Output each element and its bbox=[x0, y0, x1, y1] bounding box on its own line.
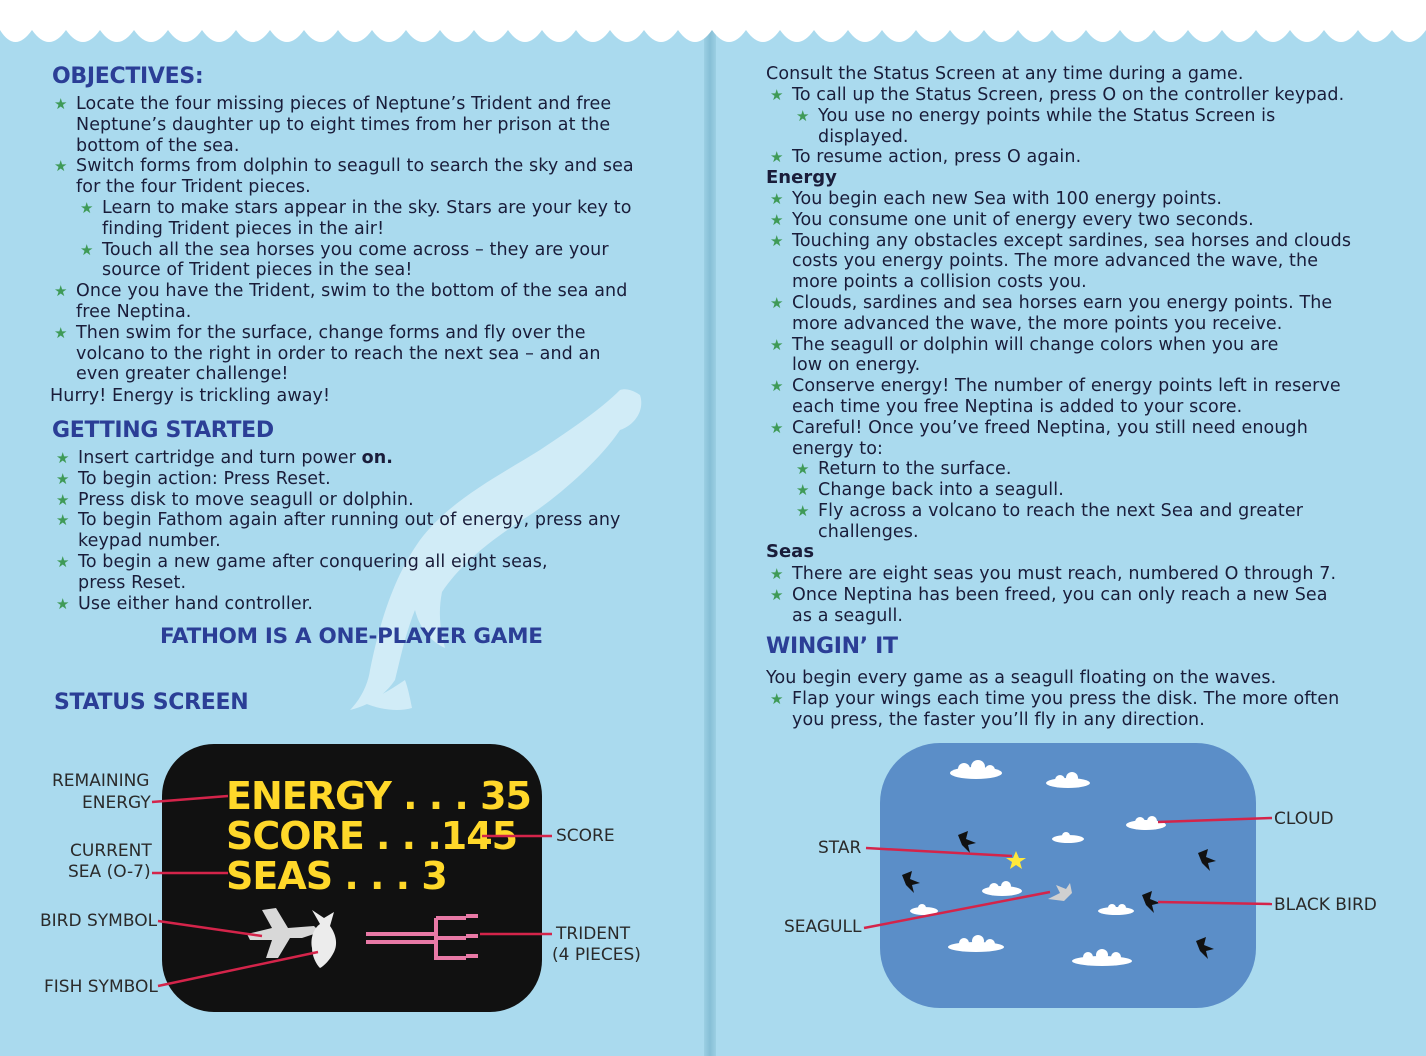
label-fish-symbol: FISH SYMBOL bbox=[44, 977, 158, 997]
star-bullet-icon: ★ bbox=[56, 469, 70, 488]
hurry-text: Hurry! Energy is trickling away! bbox=[50, 386, 331, 406]
list-item-line: You begin each new Sea with 100 energy points. bbox=[792, 189, 1222, 209]
list-item-line: To begin Fathom again after running out of energy, press any bbox=[78, 510, 621, 531]
list-item-line: Careful! Once you’ve freed Neptina, you still need enough bbox=[792, 417, 1308, 438]
status-intro: Consult the Status Screen at any time during a game. bbox=[766, 64, 1244, 84]
star-bullet-icon: ★ bbox=[796, 460, 810, 479]
list-item-line: for the four Trident pieces. bbox=[76, 177, 311, 198]
star-bullet-icon: ★ bbox=[56, 449, 70, 467]
score-row: SCORE . . .145 bbox=[226, 814, 518, 858]
label-remaining: REMAINING bbox=[52, 771, 150, 791]
star-bullet-icon: ★ bbox=[80, 240, 94, 259]
list-item-line: The seagull or dolphin will change colors when you are bbox=[792, 334, 1279, 355]
star-bullet-icon: ★ bbox=[770, 565, 784, 583]
label-sea-range: SEA (O-7) bbox=[68, 862, 151, 882]
list-item-line: Fly across a volcano to reach the next Sea and greater bbox=[818, 500, 1304, 521]
star-bullet-icon: ★ bbox=[770, 293, 784, 312]
status-screen-heading: STATUS SCREEN bbox=[54, 690, 249, 715]
list-item-line: Learn to make stars appear in the sky. Stars are your key to bbox=[102, 197, 632, 218]
star-bullet-icon: ★ bbox=[54, 282, 68, 301]
list-item-line: Once you have the Trident, swim to the bottom of the sea and bbox=[76, 281, 628, 302]
star-bullet-icon: ★ bbox=[770, 210, 784, 229]
star-bullet-icon: ★ bbox=[770, 335, 784, 354]
list-item-line: You consume one unit of energy every two seconds. bbox=[792, 209, 1254, 230]
list-item-line: To resume action, press O again. bbox=[792, 147, 1082, 168]
star-bullet-icon: ★ bbox=[56, 594, 70, 613]
energy-heading: Energy bbox=[766, 167, 837, 188]
list-item-line: each time you free Neptina is added to your score. bbox=[792, 396, 1243, 417]
list-item-line: challenges. bbox=[818, 521, 919, 542]
label-score: SCORE bbox=[556, 826, 615, 846]
list-item-line: costs you energy points. The more advanced the wave, the bbox=[792, 251, 1319, 272]
star-bullet-icon: ★ bbox=[56, 552, 70, 571]
list-item-line: To call up the Status Screen, press O on the controller keypad. bbox=[792, 85, 1345, 105]
list-item-line: source of Trident pieces in the sea! bbox=[102, 260, 413, 281]
list-item-line: Then swim for the surface, change forms and fly over the bbox=[76, 322, 586, 343]
list-item-line: Change back into a seagull. bbox=[818, 480, 1064, 501]
list-item-line: Neptune’s daughter up to eight times from her prison at the bbox=[76, 114, 611, 135]
star-bullet-icon: ★ bbox=[770, 190, 784, 208]
bold-text: on. bbox=[361, 448, 394, 468]
list-item-line: To begin a new game after conquering all eight seas, bbox=[78, 551, 548, 572]
seas-heading: Seas bbox=[766, 541, 815, 562]
list-item-line: bottom of the sea. bbox=[76, 135, 240, 156]
energy-row: ENERGY . . . 35 bbox=[226, 774, 531, 818]
list-item-line: Use either hand controller. bbox=[78, 593, 314, 614]
list-item-line: displayed. bbox=[818, 126, 909, 147]
star-bullet-icon: ★ bbox=[54, 323, 68, 342]
label-energy: ENERGY bbox=[82, 793, 151, 813]
star-bullet-icon: ★ bbox=[796, 501, 810, 520]
sky-pointer-lines bbox=[714, 0, 1426, 1056]
seas-row: SEAS . . . 3 bbox=[226, 854, 447, 898]
list-item-line: Locate the four missing pieces of Neptune’s Trident and free bbox=[76, 94, 612, 114]
label-trident-pieces: (4 PIECES) bbox=[552, 945, 641, 965]
list-item-line: Press disk to move seagull or dolphin. bbox=[78, 489, 414, 510]
label-seagull: SEAGULL bbox=[784, 917, 862, 937]
star-bullet-icon: ★ bbox=[80, 198, 94, 217]
label-current: CURRENT bbox=[70, 841, 152, 861]
list-item-line: Insert cartridge and turn power on. bbox=[78, 448, 394, 468]
list-item-line: Switch forms from dolphin to seagull to search the sky and sea bbox=[76, 156, 634, 177]
label-star: STAR bbox=[818, 838, 862, 858]
star-bullet-icon: ★ bbox=[56, 511, 70, 530]
list-item-line: free Neptina. bbox=[76, 301, 192, 322]
list-item-line: There are eight seas you must reach, numbered O through 7. bbox=[792, 564, 1337, 584]
star-bullet-icon: ★ bbox=[54, 95, 68, 113]
star-bullet-icon: ★ bbox=[770, 690, 784, 708]
list-item-line: finding Trident pieces in the air! bbox=[102, 218, 385, 239]
list-item-line: you press, the faster you’ll fly in any direction. bbox=[792, 709, 1205, 730]
list-item-line: Conserve energy! The number of energy points left in reserve bbox=[792, 376, 1341, 397]
objectives-heading: OBJECTIVES: bbox=[52, 64, 204, 89]
wingin-intro: You begin every game as a seagull floating on the waves. bbox=[766, 668, 1277, 688]
list-item-line: as a seagull. bbox=[792, 605, 904, 626]
list-item-line: Once Neptina has been freed, you can only reach a new Sea bbox=[792, 584, 1328, 605]
wingin-heading: WINGIN’ IT bbox=[766, 634, 898, 659]
list-item-line: even greater challenge! bbox=[76, 364, 289, 385]
label-cloud: CLOUD bbox=[1274, 809, 1334, 829]
list-item-line: Clouds, sardines and sea horses earn you energy points. The bbox=[792, 292, 1333, 313]
star-bullet-icon: ★ bbox=[770, 418, 784, 437]
star-bullet-icon: ★ bbox=[56, 490, 70, 509]
list-item-line: more points a collision costs you. bbox=[792, 272, 1087, 293]
list-item-line: You use no energy points while the Status Screen is bbox=[818, 105, 1276, 126]
list-item-line: To begin action: Press Reset. bbox=[78, 468, 331, 489]
one-player-text: FATHOM IS A ONE-PLAYER GAME bbox=[160, 624, 543, 649]
list-item-line: more advanced the wave, the more points you receive. bbox=[792, 313, 1283, 334]
status-pointer-lines bbox=[0, 0, 706, 1056]
list-item-line: Flap your wings each time you press the disk. The more often bbox=[792, 689, 1340, 709]
label-bird-symbol: BIRD SYMBOL bbox=[40, 911, 158, 931]
star-bullet-icon: ★ bbox=[796, 106, 810, 125]
list-item-line: energy to: bbox=[792, 438, 884, 459]
list-item-line: Touch all the sea horses you come across – they are your bbox=[102, 239, 609, 260]
star-bullet-icon: ★ bbox=[770, 86, 784, 104]
star-bullet-icon: ★ bbox=[770, 231, 784, 250]
star-bullet-icon: ★ bbox=[770, 585, 784, 604]
label-trident: TRIDENT bbox=[556, 924, 631, 944]
star-bullet-icon: ★ bbox=[770, 377, 784, 396]
star-bullet-icon: ★ bbox=[796, 481, 810, 500]
list-item-line: press Reset. bbox=[78, 572, 187, 593]
list-item-line: low on energy. bbox=[792, 355, 921, 376]
star-bullet-icon: ★ bbox=[54, 157, 68, 176]
list-item-line: volcano to the right in order to reach the next sea – and an bbox=[76, 343, 601, 364]
label-black-bird: BLACK BIRD bbox=[1274, 895, 1377, 915]
list-item-line: Touching any obstacles except sardines, sea horses and clouds bbox=[792, 230, 1352, 251]
list-item-line: keypad number. bbox=[78, 531, 221, 552]
star-bullet-icon: ★ bbox=[770, 148, 784, 167]
list-item-line: Return to the surface. bbox=[818, 459, 1012, 480]
getting-started-heading: GETTING STARTED bbox=[52, 418, 274, 443]
